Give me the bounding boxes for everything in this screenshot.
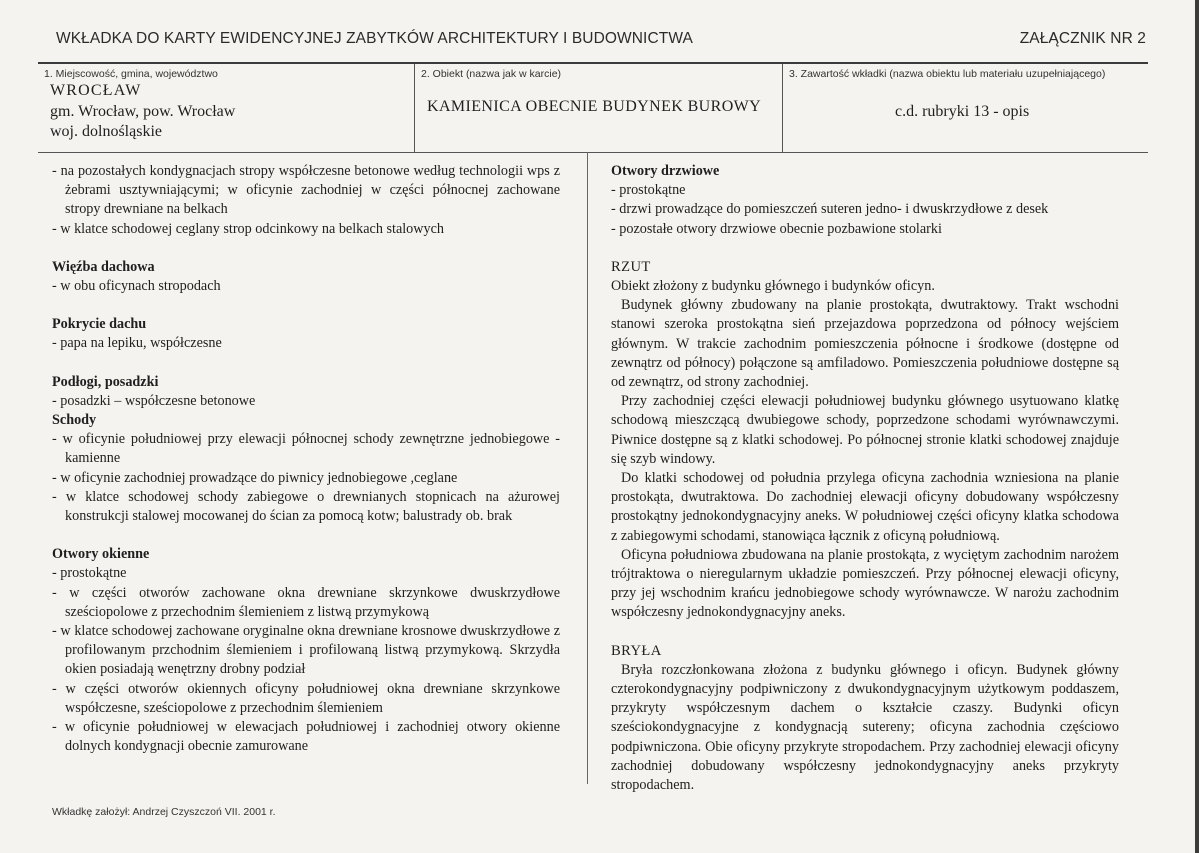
object-label: 2. Obiekt (nazwa jak w karcie) [421,68,562,80]
list-item: - w oficynie południowej przy elewacji północnej schody zewnętrzne jednobiegowe - kamienne [52,431,560,467]
content-cell [782,64,1148,152]
paragraph: Obiekt złożony z budynku głównego i budynków oficyn. [611,278,935,295]
object-name: KAMIENICA OBECNIE BUDYNEK BUROWY [427,98,762,115]
paragraph: Do klatki schodowej od południa przylega oficyna zachodnia wzniesiona na planie prostokąta, dwutraktowa. Do zachodniej elewacji oficyny dobudowany współczesny prostokątny jednokondygnacyjny aneks. W południowej części oficyny klatka schodowa z zabiegowymi schodami, stanowiąca łącznik z oficyną południową. [611,470,1119,544]
section-heading-pokrycie: Pokrycie dachu [52,316,147,333]
attachment-number: ZAŁĄCZNIK NR 2 [1019,30,1146,47]
list-item: - papa na lepiku, współczesne [52,335,222,352]
content-label: 3. Zawartość wkładki (nazwa obiektu lub materiału uzupełniającego) [789,68,1106,80]
section-heading-okna: Otwory okienne [52,546,150,563]
content-value: c.d. rubryki 13 - opis [895,103,1030,120]
location-voivodeship: woj. dolnośląskie [50,123,162,140]
list-item: - prostokątne [52,565,127,582]
author-footer: Wkładkę założył: Andrzej Czyszczoń VII. 2001 r. [52,806,276,818]
section-heading-schody: Schody [52,412,97,429]
paragraph: Oficyna południowa zbudowana na planie prostokąta, z wyciętym zachodnim narożem trójtraktowa o nieregularnym układzie pomieszczeń. Przy północnej elewacji oficyny, przy jej wschodnim krańcu jednobiegowe schody wyrównawcze. W narożu zachodnim współczesny jednokondygnacyjny aneks. [611,546,1119,621]
paragraph: Przy zachodniej części elewacji południowej budynku głównego usytuowano klatkę schodową mieszczącą dwubiegowe schody, poprzedzone schodami wyrównawczymi. Piwnice dostępne są z klatki schodowej. Po północnej stronie klatki schodowej znajduje się szyb windowy. [611,393,1119,467]
right-column [611,162,1119,795]
object-cell [414,64,782,152]
list-item: - w obu oficynach stropodach [52,278,221,295]
paragraph: Budynek główny zbudowany na planie prostokąta, dwutraktowy. Trakt wschodni stanowi szeroka prostokątna sień przejazdowa poprzedzona od północy wejściem głównym. W trakcie zachodnim pomieszczenia północne i środkowe (dostępne od zewnątrz od północy) połączone są amfiladowo. Pomieszczenia południowe dostępne są od zewnątrz, od strony zachodniej. [611,297,1119,391]
location-label: 1. Miejscowość, gmina, województwo [44,68,218,80]
document-title: WKŁADKA DO KARTY EWIDENCYJNEJ ZABYTKÓW ARCHITEKTURY I BUDOWNICTWA [56,30,693,47]
list-item: - prostokątne [611,182,686,199]
list-item: - drzwi prowadzące do pomieszczeń suteren jedno- i dwuskrzydłowe z desek [611,201,1049,218]
page-header [56,30,1146,48]
identification-table [38,64,1148,153]
list-item: - w klatce schodowej schody zabiegowe o drewnianych stopnicach na ażurowej konstrukcji stalowej mocowanej do ścian za pomocą kotw; balustrady ob. brak [52,488,560,525]
list-item: - w klatce schodowej ceglany strop odcinkowy na belkach stalowych [52,220,445,237]
section-heading-rzut: RZUT [611,258,651,275]
list-item: - w części otworów zachowane okna drewniane skrzynkowe dwuskrzydłowe sześciopolowe z przechodnim ślemieniem z listwą przymykową [52,584,560,620]
section-heading-wiezba: Więźba dachowa [52,258,155,275]
list-item: - posadzki – współczesne betonowe [52,392,256,409]
section-heading-bryla: BRYŁA [611,642,662,659]
list-item: - na pozostałych kondygnacjach stropy współczesne betonowe według technologii wps z żebrami usztywniającymi; w oficynie zachodniej w części północnej zachowane stropy drewniane na belkach [52,163,560,218]
section-heading-podlogi: Podłogi, posadzki [52,373,159,390]
list-item: - w klatce schodowej zachowane oryginalne okna drewniane krosnowe dwuskrzydłowe z profilowanym przchodnim ślemieniem i profilowaną listwą przymykową. Skrzydła okien posiadają wenętrzny drobny podział [52,623,560,678]
paragraph: Bryła rozczłonkowana złożona z budynku głównego i oficyn. Budynek główny czterokondygnacyjny podpiwniczony z dwukondygnacyjnym użytkowym poddaszem, przykryty współczesnym dachem o kształcie czaszy. Budynki oficyn sześciokondygnacyjne z kondygnacją sutereny; oficyna zachodnia częściowo podpiwniczona. Obie oficyny przykryte stropodachem. Przy zachodniej elewacji oficyny zachodniej dobudowany współczesny jednokondygnacyjny aneks przykryty stropodachem. [611,661,1119,794]
list-item: - w części otworów okiennych oficyny południowej okna drewniane skrzynkowe współczesne, sześciopolowe z przechodnim ślemieniem [52,680,560,716]
location-city: WROCŁAW [50,82,142,99]
column-divider [587,152,588,784]
location-cell [38,64,414,152]
scan-edge [1195,0,1199,853]
list-item: - w oficynie zachodniej prowadzące do piwnicy jednobiegowe ,ceglane [52,469,458,486]
list-item: - w oficynie południowej w elewacjach południowej i zachodniej otwory okienne dolnych kondygnacji obecnie zamurowane [52,719,560,755]
left-column [52,162,560,756]
list-item: - pozostałe otwory drzwiowe obecnie pozbawione stolarki [611,220,942,237]
location-gmina: gm. Wrocław, pow. Wrocław [50,103,236,120]
section-heading-drzwi: Otwory drzwiowe [611,163,720,179]
